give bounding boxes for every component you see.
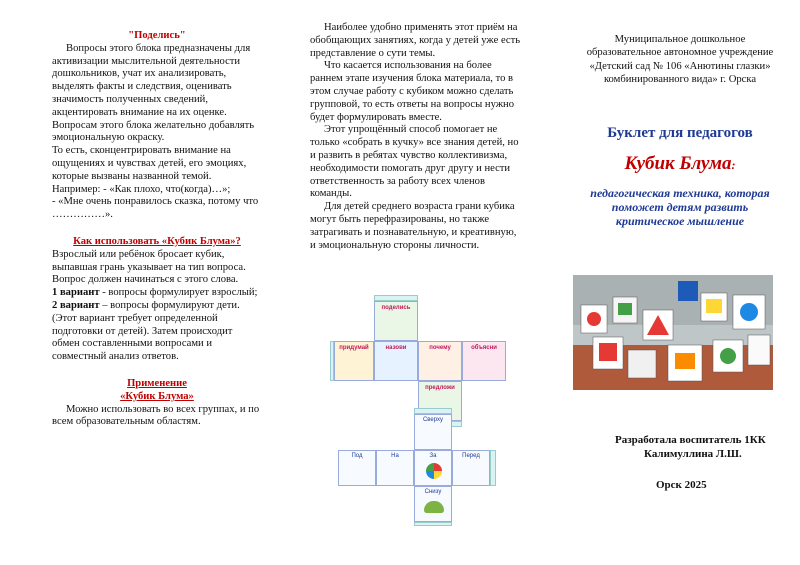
- net-face-bottom: [414, 486, 452, 522]
- cube-title-text: Кубик Блума: [624, 153, 732, 174]
- apply-title-2: «Кубик Блума»: [120, 390, 194, 402]
- net-face-1: [338, 450, 376, 486]
- middle-paragraph-2: Что касается использования на более раннем этапе изучения блока материала, то в этом случае работу с кубиком можно сделать групповой, то есть ответы на вопросы нужно будет формулировать вместе.: [310, 60, 515, 123]
- variant-1-label: 1 вариант: [52, 287, 100, 299]
- cubes-photo: [573, 275, 773, 390]
- variant-1-text: - вопросы формулирует взрослый;: [99, 287, 258, 299]
- booklet-title: Буклет для педагогов: [607, 125, 753, 141]
- middle-paragraph-3: Этот упрощённый способ помогает не только «собрать в кучку» все знания детей, но и развить в ребятах чувство коллективизма, необходимости помогать друг другу и нести ответственность за работу всех членов команды.: [310, 124, 519, 200]
- author-line-1: Разработала воспитатель 1КК: [615, 434, 766, 446]
- cube-title: [560, 153, 800, 175]
- share-paragraph-2: То есть, сконцентрировать внимание на ощущениях и чувствах детей, его эмоциях, которые вызваны названной темой.: [52, 145, 247, 182]
- net-face-label: поделись: [381, 305, 411, 311]
- net-face-center: [374, 341, 418, 381]
- net-face-2: [376, 450, 414, 486]
- apply-title-1: Применение: [127, 377, 187, 389]
- share-paragraph-1: Вопросы этого блока предназначены для активизации мыслительной деятельности дошкольников, учат их анализировать, выделять факты и следствия, оценивать значимость полученных сведений, акцентировать внимание на их оценке. Вопросам этого блока желательно добавлять эмоциональную окраску.: [52, 42, 255, 144]
- net-face-label: За: [429, 453, 437, 459]
- net-face-left: [334, 341, 374, 381]
- apply-paragraph: Можно использовать во всех группах, и по всем образовательным областям.: [52, 403, 260, 428]
- organization-name: Муниципальное дошкольное образовательное автономное учреждение «Детский сад № 106 «Анютины глазки» комбинированного вида» г. Орска: [586, 34, 774, 86]
- city-year: Орск 2025: [656, 479, 707, 491]
- net-face-4: [452, 450, 490, 486]
- right-column: [560, 0, 800, 565]
- howto-paragraph-1: Взрослый или ребёнок бросает кубик, выпавшая грань указывает на тип вопроса.: [52, 248, 246, 273]
- share-example-2: - «Мне очень понравилось сказка, потому что ……………».: [52, 196, 259, 221]
- net-face-label: На: [391, 453, 399, 459]
- left-column: [0, 0, 270, 565]
- middle-paragraph-1: Наиболее удобно применять этот приём на обобщающих занятиях, когда у детей уже есть представление о сути темы.: [310, 22, 521, 59]
- howto-title: Как использовать «Кубик Блума»?: [73, 235, 241, 247]
- middle-paragraph-4: Для детей среднего возраста грани кубика могут быть перефразированы, но также затрагивать и познавательную, и креативную, и эмоциональную стороны личности.: [310, 201, 517, 251]
- net-face-label: Сверху: [422, 417, 444, 423]
- net-face-label: Снизу: [424, 489, 442, 495]
- net-face-label: назови: [385, 345, 407, 351]
- net-face-label: почему: [429, 345, 451, 351]
- variant-1: [52, 287, 262, 300]
- net-face-label: объясни: [471, 345, 497, 351]
- net-flap: [490, 450, 496, 486]
- cube-net-prepositions: [338, 408, 510, 526]
- net-face-label: Под: [351, 453, 363, 459]
- variant-2: [52, 300, 262, 364]
- turtle-icon: [424, 501, 444, 513]
- subtitle: педагогическая техника, которая поможет детям развить критическое мышление: [590, 186, 770, 228]
- net-face-label: Перед: [462, 453, 480, 459]
- net-face-top: [414, 414, 452, 450]
- net-face-far-right: [462, 341, 506, 381]
- share-example-1: Например: - «Как плохо, что(когда)…»;: [52, 183, 231, 195]
- net-face-label: предложи: [425, 385, 455, 391]
- net-flap: [414, 522, 452, 526]
- net-face-right: [418, 341, 462, 381]
- variant-2-text: – вопросы формулируют дети. (Этот вариант требует определенной подготовки от детей). Затем происходит обмен составленными вопросами и совместный анализ ответов.: [52, 299, 240, 363]
- author-line-2: Калимуллина Л.Ш.: [644, 448, 742, 460]
- share-title: "Поделись": [128, 30, 186, 41]
- howto-paragraph-2: Вопрос должен начинаться с этого слова.: [52, 274, 239, 286]
- net-face-label: придумай: [339, 345, 369, 351]
- cube-title-colon: :: [731, 158, 736, 172]
- net-face-3: [414, 450, 452, 486]
- cubes-photo-illustration: [573, 275, 773, 390]
- variant-2-label: 2 вариант: [52, 299, 100, 311]
- ball-icon: [426, 463, 442, 479]
- net-face-top: [374, 301, 418, 341]
